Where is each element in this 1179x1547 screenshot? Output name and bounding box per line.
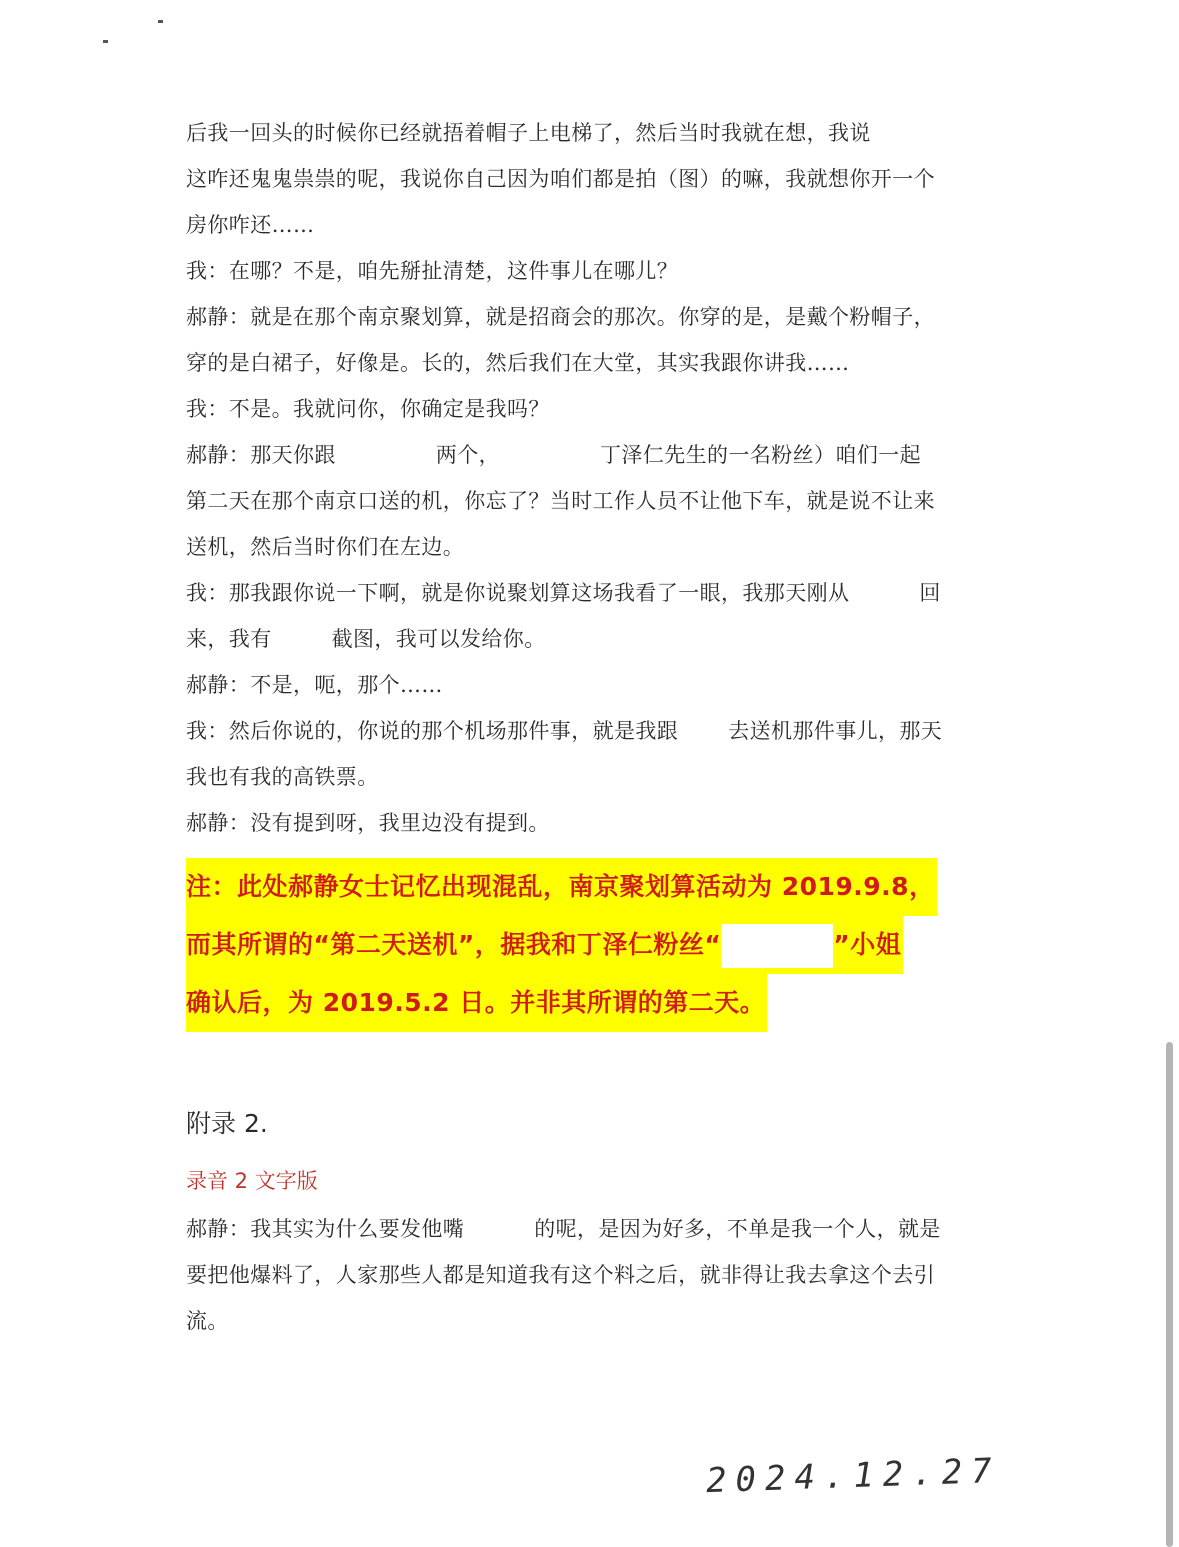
text-line bbox=[186, 616, 1008, 662]
text-segment: 流。 bbox=[186, 1309, 229, 1333]
handwritten-date: 2024.12.27 bbox=[705, 1450, 1002, 1502]
redaction bbox=[464, 1221, 534, 1241]
redaction bbox=[272, 631, 332, 651]
note-line-2 bbox=[186, 916, 903, 974]
text-segment: 房你咋还…… bbox=[186, 213, 315, 237]
redaction bbox=[336, 447, 436, 467]
text-line bbox=[186, 708, 1008, 754]
text-segment: 后我一回头的时候你已经就捂着帽子上电梯了，然后当时我就在想，我说 bbox=[186, 121, 871, 145]
text-segment: 的呢，是因为好多，不单是我一个人，就是 bbox=[534, 1217, 941, 1241]
note-line-3: 确认后，为 2019.5.2 日。并非其所谓的第二天。 bbox=[186, 974, 767, 1032]
text-line bbox=[186, 1206, 1008, 1252]
text-line bbox=[186, 662, 1008, 708]
text-segment: 第二天在那个南京口送的机，你忘了？当时工作人员不让他下车，就是说不让来 bbox=[186, 489, 935, 513]
text-line bbox=[186, 1252, 1008, 1298]
document-body bbox=[186, 110, 1008, 1344]
text-segment: 我：不是。我就问你，你确定是我吗？ bbox=[186, 397, 550, 421]
text-segment: 我也有我的高铁票。 bbox=[186, 765, 379, 789]
redaction bbox=[871, 125, 931, 145]
text-segment: 两个， bbox=[435, 443, 501, 467]
text-segment: 送机，然后当时你们在左边。 bbox=[186, 535, 465, 559]
text-segment: 截图，我可以发给你。 bbox=[331, 627, 546, 651]
appendix-title: 附录 2. bbox=[186, 1109, 268, 1138]
text-line bbox=[186, 386, 1008, 432]
text-segment: 穿的是白裙子，好像是。长的，然后我们在大堂，其实我跟你讲我…… bbox=[186, 351, 850, 375]
text-segment: 回 bbox=[919, 581, 941, 605]
text-segment: 我：然后你说的，你说的那个机场那件事，就是我跟 bbox=[186, 719, 679, 743]
text-line bbox=[186, 294, 1008, 340]
appendix-subtitle: 录音 2 文字版 bbox=[186, 1169, 318, 1193]
text-line bbox=[186, 478, 1008, 524]
text-line bbox=[186, 110, 1008, 156]
transcript-lines bbox=[186, 110, 1008, 846]
note-line-2-part-a: 而其所谓的“第二天送机”，据我和丁泽仁粉丝“ bbox=[186, 930, 722, 959]
redaction bbox=[849, 585, 919, 605]
appendix-lines bbox=[186, 1206, 1008, 1344]
text-segment: 郝静：那天你跟 bbox=[186, 443, 336, 467]
text-line bbox=[186, 570, 1008, 616]
text-line bbox=[186, 800, 1008, 846]
text-segment: 郝静：没有提到呀，我里边没有提到。 bbox=[186, 811, 550, 835]
text-line bbox=[186, 248, 1008, 294]
text-line bbox=[186, 202, 1008, 248]
redaction bbox=[500, 447, 600, 467]
text-segment: 丁泽仁先生的一名粉丝）咱们一起 bbox=[600, 443, 922, 467]
text-segment: 郝静：就是在那个南京聚划算，就是招商会的那次。你穿的是，是戴个粉帽子， bbox=[186, 305, 935, 329]
note-line-2-part-b: ”小姐 bbox=[833, 930, 902, 959]
text-segment: 我：那我跟你说一下啊，就是你说聚划算这场我看了一眼，我那天刚从 bbox=[186, 581, 850, 605]
redaction bbox=[678, 723, 728, 743]
redaction bbox=[721, 924, 833, 968]
text-segment: 来，我有 bbox=[186, 627, 272, 651]
text-line bbox=[186, 432, 1008, 478]
scan-speck bbox=[103, 40, 108, 43]
text-line bbox=[186, 524, 1008, 570]
text-segment: 我：在哪？不是，咱先掰扯清楚，这件事儿在哪儿？ bbox=[186, 259, 679, 283]
text-segment: 这咋还鬼鬼祟祟的呢，我说你自己因为咱们都是拍（图）的嘛，我就想你开一个 bbox=[186, 167, 935, 191]
text-line bbox=[186, 1298, 1008, 1344]
note-line-1: 注：此处郝静女士记忆出现混乱，南京聚划算活动为 2019.9.8， bbox=[186, 858, 937, 916]
scan-speck bbox=[158, 20, 163, 23]
text-line bbox=[186, 754, 1008, 800]
text-line bbox=[186, 340, 1008, 386]
text-line bbox=[186, 156, 1008, 202]
text-segment: 去送机那件事儿，那天 bbox=[728, 719, 943, 743]
text-segment: 郝静：我其实为什么要发他嘴 bbox=[186, 1217, 465, 1241]
scrollbar[interactable] bbox=[1166, 1042, 1173, 1547]
highlighted-note bbox=[186, 858, 1008, 1032]
text-segment: 郝静：不是，呃，那个…… bbox=[186, 673, 443, 697]
text-segment: 要把他爆料了，人家那些人都是知道我有这个料之后，就非得让我去拿这个去引 bbox=[186, 1263, 935, 1287]
